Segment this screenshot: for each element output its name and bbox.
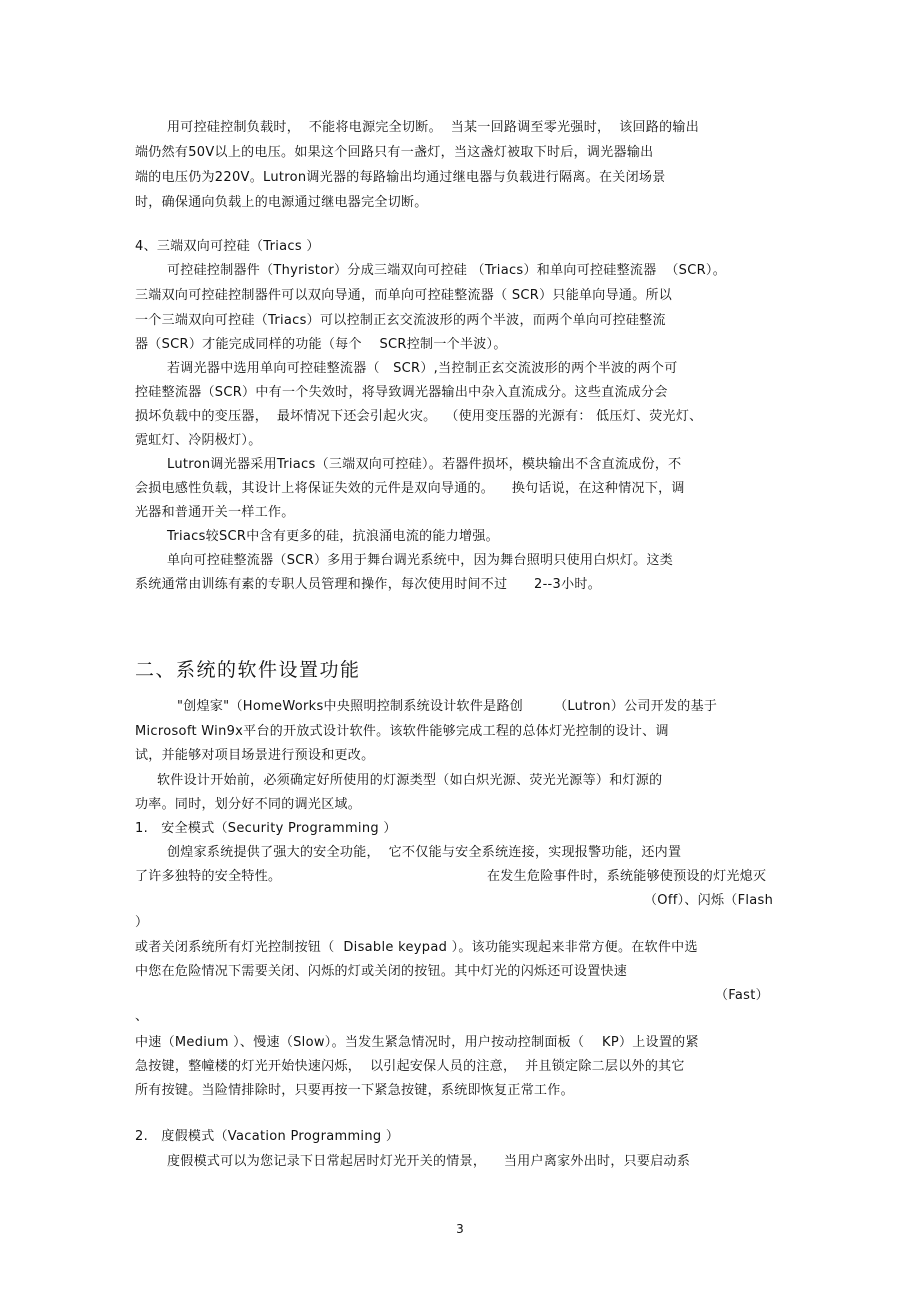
text-line: 端仍然有50V以上的电压。如果这个回路只有一盏灯，当这盏灯被取下时后，调光器输出 bbox=[135, 145, 654, 160]
text-line: Triacs较SCR中含有更多的硅，抗浪涌电流的能力增强。 bbox=[167, 529, 499, 544]
text-line: 系统通常由训练有素的专职人员管理和操作，每次使用时间不过 2--3小时。 bbox=[135, 577, 602, 592]
text-line: 创煌家系统提供了强大的安全功能， 它不仅能与安全系统连接，实现报警功能，还内置 bbox=[167, 845, 682, 860]
text-line: 可控硅控制器件（Thyristor）分成三端双向可控硅 （Triacs）和单向可控硅整流器 （SCR）。 bbox=[167, 263, 727, 278]
text-line: 若调光器中选用单向可控硅整流器（ SCR）,当控制正玄交流波形的两个半波的两个可 bbox=[167, 361, 678, 376]
text-line: 用可控硅控制负载时， 不能将电源完全切断。 当某一回路调至零光强时， 该回路的输出 bbox=[167, 120, 699, 135]
text-line: 急按键，整幢楼的灯光开始快速闪烁， 以引起安保人员的注意， 并且锁定除二层以外的其它 bbox=[135, 1059, 685, 1074]
text-line: 中您在危险情况下需要关闭、闪烁的灯或关闭的按钮。其中灯光的闪烁还可设置快速 bbox=[135, 964, 628, 979]
text-line: 了许多独特的安全特性。 bbox=[135, 869, 282, 884]
text-line: 端的电压仍为220V。Lutron调光器的每路输出均通过继电器与负载进行隔离。在关闭场景 bbox=[135, 170, 666, 185]
text-line: 霓虹灯、冷阴极灯）。 bbox=[135, 433, 262, 448]
text-line: 器（SCR）才能完成同样的功能（每个 SCR控制一个半波）。 bbox=[135, 337, 507, 352]
text-line: 三端双向可控硅控制器件可以双向导通，而单向可控硅整流器（ SCR）只能单向导通。所以 bbox=[135, 288, 673, 303]
subsection-heading: 2. 度假模式（Vacation Programming ） bbox=[135, 1129, 400, 1144]
text-line: 软件设计开始前，必须确定好所使用的灯源类型（如白炽光源、荧光光源等）和灯源的 bbox=[157, 773, 663, 788]
text-line: 在发生危险事件时，系统能够使预设的灯光熄灭 bbox=[487, 869, 767, 884]
text-line: Lutron调光器采用Triacs（三端双向可控硅）。若器件损坏，模块输出不含直流成份，不 bbox=[167, 457, 682, 472]
text-line: 一个三端双向可控硅（Triacs）可以控制正玄交流波形的两个半波，而两个单向可控硅整流 bbox=[135, 313, 666, 328]
text-line: 或者关闭系统所有灯光控制按钮（ Disable keypad ）。该功能实现起来非常方便。在软件中选 bbox=[135, 940, 698, 955]
text-line: （Fast） bbox=[715, 988, 769, 1003]
text-line: 单向可控硅整流器（SCR）多用于舞台调光系统中，因为舞台照明只使用白炽灯。这类 bbox=[167, 553, 674, 568]
text-line: 控硅整流器（SCR）中有一个失效时，将导致调光器输出中杂入直流成分。这些直流成分会 bbox=[135, 385, 668, 400]
text-line: 损坏负载中的变压器， 最坏情况下还会引起火灾。 （使用变压器的光源有： 低压灯、荧光灯、 bbox=[135, 409, 703, 424]
subsection-heading: 1. 安全模式（Security Programming ） bbox=[135, 821, 397, 836]
text-line: （Off）、闪烁（Flash bbox=[644, 893, 774, 908]
text-line: ） bbox=[135, 915, 149, 930]
text-line: 、 bbox=[135, 1009, 149, 1024]
text-line: 光器和普通开关一样工作。 bbox=[135, 505, 295, 520]
text-line: Microsoft Win9x平台的开放式设计软件。该软件能够完成工程的总体灯光控制的设计、调 bbox=[135, 724, 669, 739]
text-line: 所有按键。当险情排除时，只要再按一下紧急按键，系统即恢复正常工作。 bbox=[135, 1083, 574, 1098]
text-line: 中速（Medium ）、慢速（Slow）。当发生紧急情况时，用户按动控制面板（ KP）上设置的紧 bbox=[135, 1035, 699, 1050]
text-line: "创煌家"（HomeWorks中央照明控制系统设计软件是路创 （Lutron）公司开发的基于 bbox=[177, 699, 718, 714]
section-heading: 4、三端双向可控硅（Triacs ） bbox=[135, 239, 320, 254]
text-line: 会损电感性负载，其设计上将保证失效的元件是双向导通的。 换句话说，在这种情况下，调 bbox=[135, 481, 685, 496]
text-line: 时，确保通向负载上的电源通过继电器完全切断。 bbox=[135, 195, 428, 210]
page-number: 3 bbox=[456, 1222, 464, 1236]
text-line: 度假模式可以为您记录下日常起居时灯光开关的情景， 当用户离家外出时，只要启动系 bbox=[167, 1154, 691, 1169]
chapter-heading: 二、系统的软件设置功能 bbox=[135, 659, 361, 681]
text-line: 试，并能够对项目场景进行预设和更改。 bbox=[135, 748, 375, 763]
text-line: 功率。同时，划分好不同的调光区域。 bbox=[135, 797, 362, 812]
